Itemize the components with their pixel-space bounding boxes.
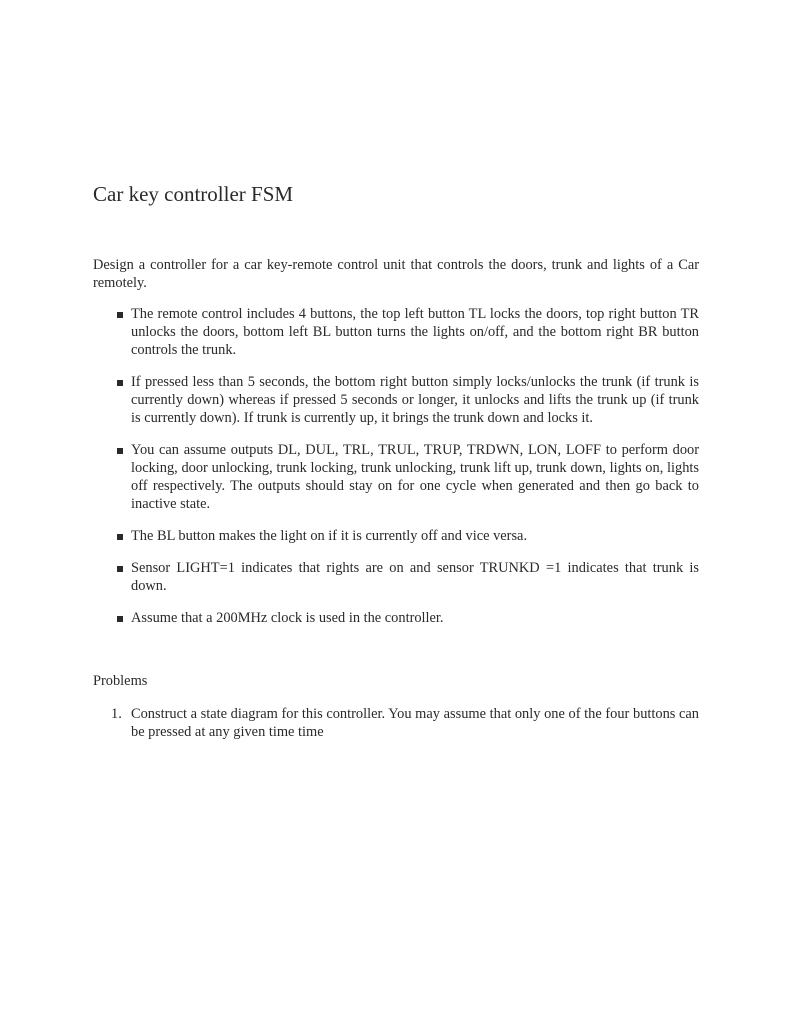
intro-paragraph: Design a controller for a car key-remote control unit that controls the doors, trunk and lights of a Car remotely. bbox=[93, 257, 699, 291]
document-title: Car key controller FSM bbox=[93, 182, 294, 206]
list-item-text: You can assume outputs DL, DUL, TRL, TRUL, TRUP, TRDWN, LON, LOFF to perform door locking, door unlocking, trunk locking, trunk unlocking, trunk lift up, trunk down, lights on, lights off respectively. The outputs should stay on for one cycle when generated and then go back to inactive state. bbox=[131, 442, 699, 512]
square-bullet-icon bbox=[117, 448, 123, 454]
list-item-text: Assume that a 200MHz clock is used in the controller. bbox=[131, 610, 444, 626]
list-item bbox=[93, 441, 699, 513]
list-item bbox=[93, 559, 699, 595]
problems-list bbox=[93, 705, 699, 741]
square-bullet-icon bbox=[117, 312, 123, 318]
square-bullet-icon bbox=[117, 534, 123, 540]
list-item bbox=[93, 527, 699, 545]
problem-item bbox=[93, 705, 699, 741]
square-bullet-icon bbox=[117, 566, 123, 572]
problem-text: Construct a state diagram for this controller. You may assume that only one of the four buttons can be pressed at any given time time bbox=[131, 706, 699, 740]
requirements-list bbox=[93, 305, 699, 641]
list-item bbox=[93, 305, 699, 359]
list-item-text: The BL button makes the light on if it is currently off and vice versa. bbox=[131, 528, 528, 544]
list-item-text: Sensor LIGHT=1 indicates that rights are on and sensor TRUNKD =1 indicates that trunk is down. bbox=[131, 560, 699, 594]
problems-heading: Problems bbox=[93, 673, 148, 689]
list-item-text: The remote control includes 4 buttons, the top left button TL locks the doors, top right button TR unlocks the doors, bottom left BL button turns the lights on/off, and the bottom right BR button controls the trunk. bbox=[131, 306, 699, 358]
list-item-text: If pressed less than 5 seconds, the bottom right button simply locks/unlocks the trunk (if trunk is currently down) whereas if pressed 5 seconds or longer, it unlocks and lifts the trunk up (if trunk is currently down). If trunk is currently up, it brings the trunk down and locks it. bbox=[131, 374, 699, 426]
square-bullet-icon bbox=[117, 616, 123, 622]
square-bullet-icon bbox=[117, 380, 123, 386]
list-item bbox=[93, 609, 699, 627]
problem-number: 1. bbox=[111, 706, 122, 722]
list-item bbox=[93, 373, 699, 427]
